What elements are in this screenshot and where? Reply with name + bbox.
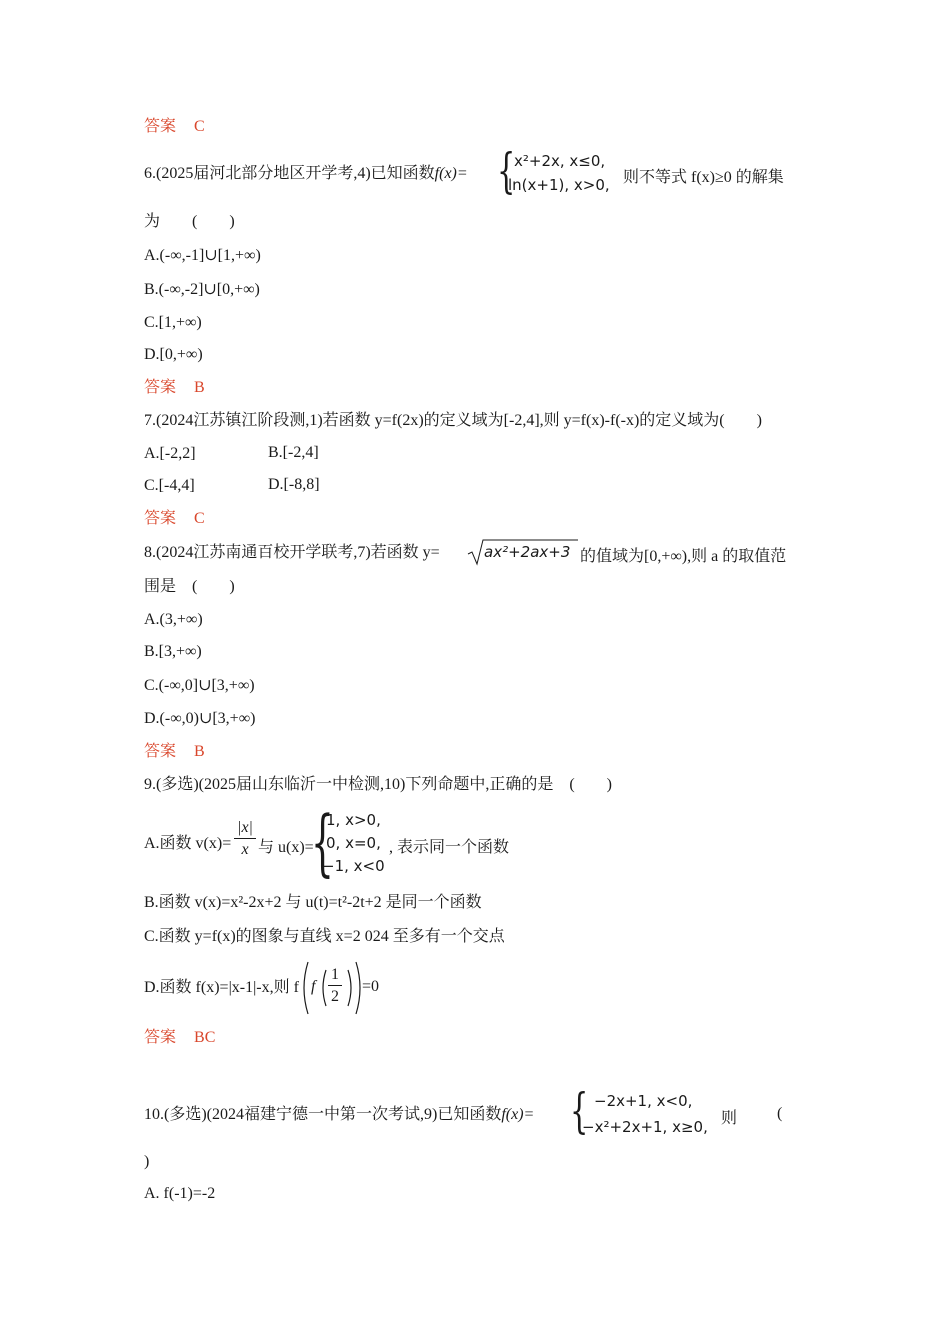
answer-q6 — [144, 378, 205, 398]
q9-stem: 9.(多选)(2025届山东临沂一中检测,10)下列命题中,正确的是 ( ) — [144, 776, 612, 793]
q7-stem: 7.(2024江苏镇江阶段测,1)若函数 y=f(2x)的定义域为[-2,4],则 y=f(x)-f(-x)的定义域为( ) — [144, 412, 762, 429]
q9-option-d-fraction — [328, 965, 342, 1008]
q9-option-b: B.函数 v(x)=x²-2x+2 与 u(t)=t²-2t+2 是同一个函数 — [144, 894, 482, 911]
q10-option-a: A. f(-1)=-2 — [144, 1185, 216, 1202]
q6-piece1: x²+2x, x≤0, — [514, 152, 606, 170]
q9-piece2: 0, x=0, — [326, 834, 381, 852]
q8-stem-after: 的值域为[0,+∞),则 a 的取值范 — [580, 548, 787, 565]
q9-fraction — [234, 818, 256, 861]
answer-value: B — [194, 379, 205, 396]
q9-brace: { — [311, 800, 334, 884]
q6-option-d: D.[0,+∞) — [144, 346, 203, 363]
q6-stem-after: 则不等式 f(x)≥0 的解集 — [623, 169, 784, 186]
q8-option-b: B.[3,+∞) — [144, 643, 202, 660]
answer-label: 答案 — [144, 118, 177, 135]
q7-option-a: A.[-2,2] — [144, 445, 196, 462]
q8-option-a: A.(3,+∞) — [144, 611, 203, 628]
q8-stem-cont: 围是 ( ) — [144, 578, 235, 595]
q8-option-c: C.(-∞,0]∪[3,+∞) — [144, 677, 255, 694]
q7-option-c: C.[-4,4] — [144, 477, 195, 494]
q9-option-d-num: 1 — [328, 965, 342, 986]
q10-piece2: −x²+2x+1, x≥0, — [582, 1118, 708, 1136]
answer-q8 — [144, 742, 205, 762]
q10-paren-open: ( — [777, 1105, 783, 1122]
q10-paren-close: ) — [144, 1153, 150, 1170]
q9-option-d-prefix: D.函数 f(x)=|x-1|-x,则 f — [144, 979, 299, 996]
q9-piece3: −1, x<0 — [322, 857, 385, 875]
q6-option-a: A.(-∞,-1]∪[1,+∞) — [144, 247, 261, 264]
q10-piece1: −2x+1, x<0, — [594, 1092, 693, 1110]
q9-option-a-prefix: A.函数 v(x)= — [144, 835, 232, 852]
answer-label: 答案 — [144, 510, 177, 527]
answer-value: BC — [194, 1029, 216, 1046]
q8-radicand: ax²+2ax+3 — [484, 543, 571, 561]
q9-option-a-suffix: , 表示同一个函数 — [389, 839, 510, 856]
q6-fx: f(x)= — [434, 165, 468, 182]
answer-label: 答案 — [144, 1029, 177, 1046]
q9-fraction-denominator: x — [241, 841, 249, 858]
q9-option-c: C.函数 y=f(x)的图象与直线 x=2 024 至多有一个交点 — [144, 928, 505, 945]
q10-brace: { — [570, 1083, 589, 1139]
q6-stem-cont: 为 ( ) — [144, 213, 235, 230]
answer-value: C — [194, 510, 205, 527]
q8-stem: 8.(2024江苏南通百校开学联考,7)若函数 y= — [144, 544, 440, 561]
q9-fraction-numerator: |x| — [234, 818, 256, 839]
answer-q5 — [144, 117, 205, 137]
answer-label: 答案 — [144, 379, 177, 396]
q10-stem-after: 则 — [721, 1110, 738, 1127]
q7-option-d: D.[-8,8] — [268, 476, 320, 493]
answer-q9 — [144, 1028, 215, 1048]
q6-brace: { — [497, 143, 516, 199]
q6-option-b: B.(-∞,-2]∪[0,+∞) — [144, 281, 260, 298]
q6-stem-text: 6.(2025届河北部分地区开学考,4)已知函数 — [144, 165, 435, 182]
q9-option-a-mid: 与 u(x)= — [258, 839, 314, 856]
q9-option-d-den: 2 — [331, 988, 339, 1005]
answer-label: 答案 — [144, 743, 177, 760]
q7-option-b: B.[-2,4] — [268, 444, 319, 461]
q6-stem — [144, 164, 468, 184]
answer-value: C — [194, 118, 205, 135]
answer-q7 — [144, 509, 205, 529]
answer-value: B — [194, 743, 205, 760]
q6-piece2: ln(x+1), x>0, — [508, 176, 610, 194]
q9-option-d-inner-f: f — [311, 978, 316, 995]
q10-stem — [144, 1105, 534, 1125]
q10-fx: f(x)= — [501, 1106, 535, 1123]
q9-option-d-suffix: =0 — [362, 978, 380, 995]
q10-stem-text: 10.(多选)(2024福建宁德一中第一次考试,9)已知函数 — [144, 1106, 502, 1123]
q8-option-d: D.(-∞,0)∪[3,+∞) — [144, 710, 256, 727]
q9-piece1: 1, x>0, — [326, 811, 381, 829]
q6-option-c: C.[1,+∞) — [144, 314, 202, 331]
